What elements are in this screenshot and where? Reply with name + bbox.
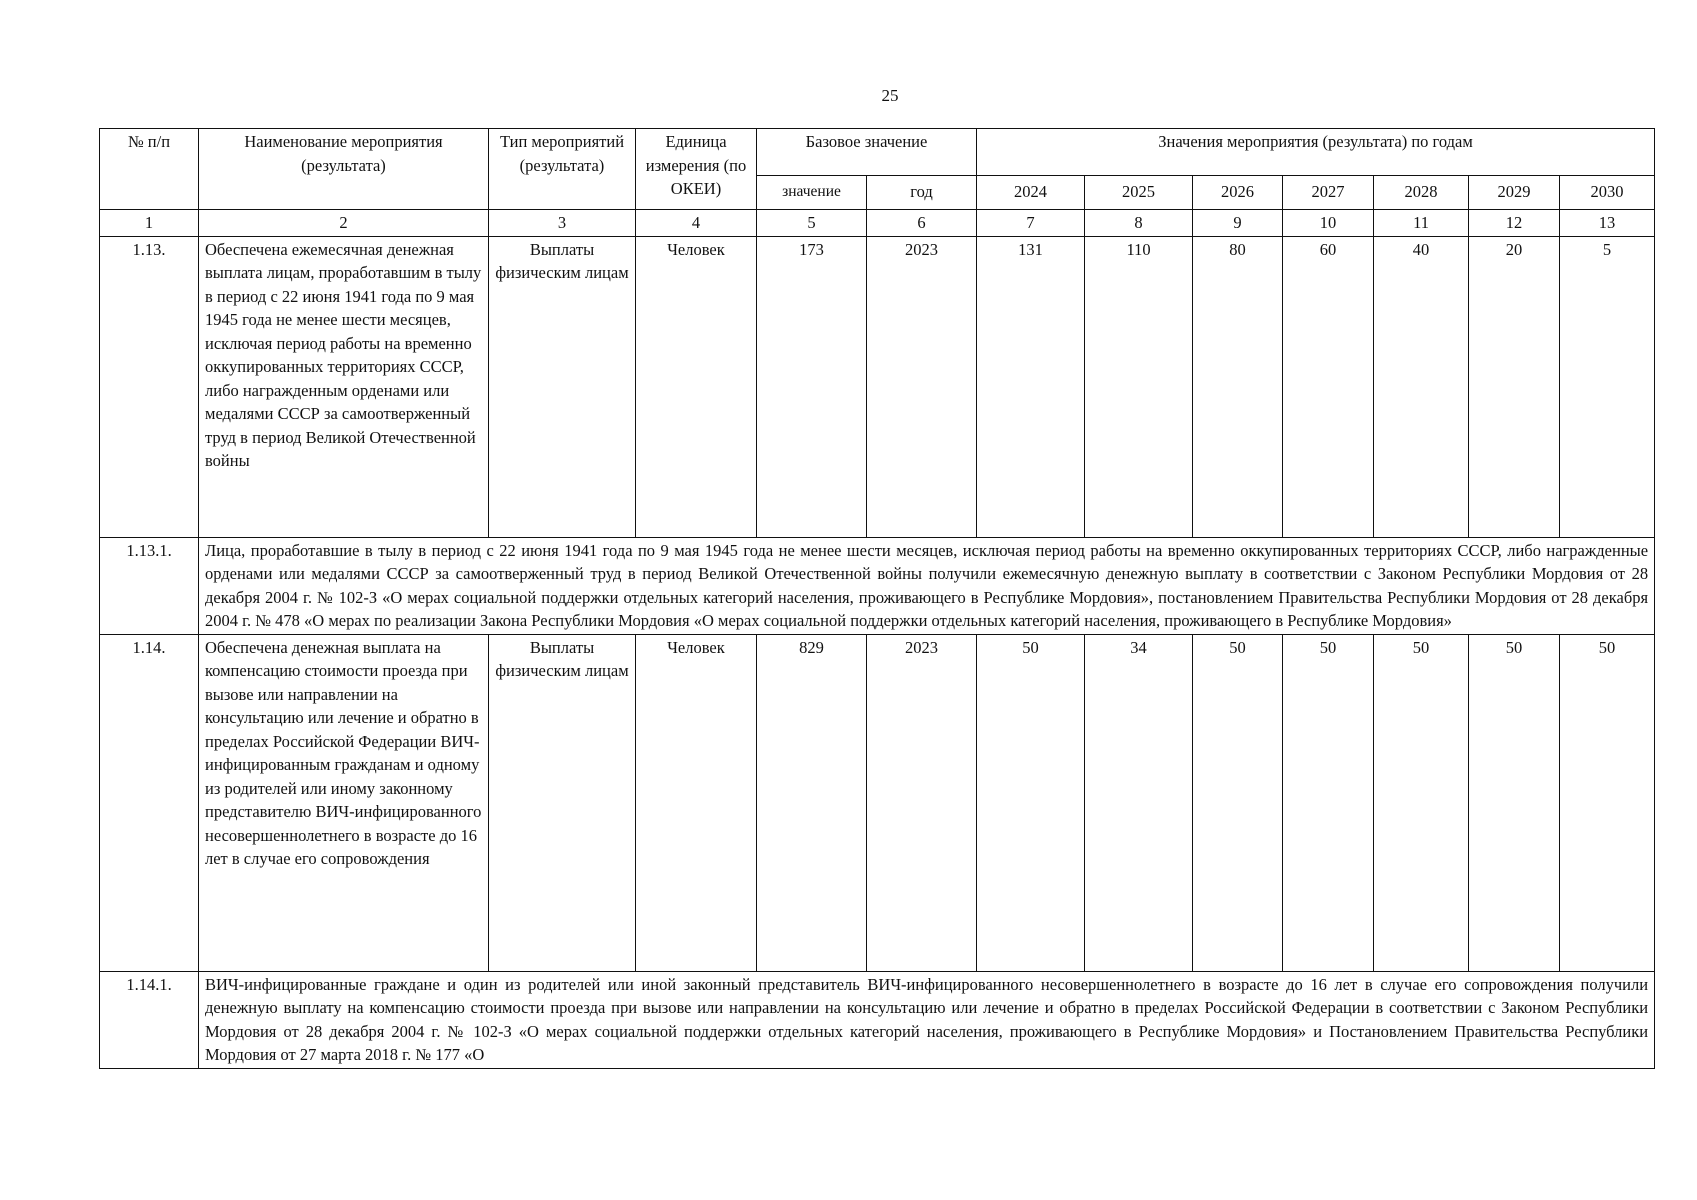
header-year-2025: 2025 (1085, 176, 1193, 210)
column-number: 5 (757, 210, 867, 237)
column-number: 10 (1283, 210, 1374, 237)
row-value-2025: 110 (1085, 236, 1193, 537)
row-value-2025: 34 (1085, 634, 1193, 971)
note-text: Лица, проработавшие в тылу в период с 22 июня 1941 года по 9 мая 1945 года не менее шести месяцев, исключая период работы на временно оккупированных территориях СССР, либо награжденные орденами или медалями СССР за самоотверженный труд в период Великой Отечественной войны получили ежемесячную денежную выплату в соответствии с Законом Республики Мордовия от 28 декабря 2004 г. № 102-З «О мерах социальной поддержки отдельных категорий населения, проживающего в Республике Мордовия», постановлением Правительства Республики Мордовия от 28 декабря 2004 г. № 478 «О мерах по реализации Закона Республики Мордовия «О мерах социальной поддержки отдельных категорий населения, проживающего в Республике Мордовия» (199, 537, 1655, 634)
row-base-year: 2023 (867, 236, 977, 537)
column-number: 4 (636, 210, 757, 237)
row-value-2027: 60 (1283, 236, 1374, 537)
row-unit: Человек (636, 634, 757, 971)
column-numbers-row (100, 210, 1655, 237)
row-value-2027: 50 (1283, 634, 1374, 971)
header-base: Базовое значение (757, 129, 977, 176)
table-row (100, 634, 1655, 971)
row-value-2029: 20 (1469, 236, 1560, 537)
column-number: 3 (489, 210, 636, 237)
row-value-2026: 80 (1193, 236, 1283, 537)
row-base-value: 173 (757, 236, 867, 537)
header-row-1 (100, 129, 1655, 176)
note-row (100, 971, 1655, 1068)
row-value-2024: 50 (977, 634, 1085, 971)
row-value-2030: 5 (1560, 236, 1655, 537)
row-unit: Человек (636, 236, 757, 537)
header-years: Значения мероприятия (результата) по годам (977, 129, 1655, 176)
row-value-2029: 50 (1469, 634, 1560, 971)
note-num: 1.14.1. (100, 971, 199, 1068)
header-year-2030: 2030 (1560, 176, 1655, 210)
row-name: Обеспечена денежная выплата на компенсацию стоимости проезда при вызове или направлении на консультацию или лечение и обратно в пределах Российской Федерации ВИЧ-инфицированным гражданам и одному из родителей или иному законному представителю ВИЧ-инфицированного несовершеннолетнего в возрасте до 16 лет в случае его сопровождения (199, 634, 489, 971)
header-year-2029: 2029 (1469, 176, 1560, 210)
column-number: 9 (1193, 210, 1283, 237)
row-value-2028: 40 (1374, 236, 1469, 537)
column-number: 13 (1560, 210, 1655, 237)
row-base-year: 2023 (867, 634, 977, 971)
row-type: Выплаты физическим лицам (489, 236, 636, 537)
table-row (100, 236, 1655, 537)
column-number: 7 (977, 210, 1085, 237)
header-base-year: год (867, 176, 977, 210)
header-base-value: значение (757, 176, 867, 210)
row-value-2028: 50 (1374, 634, 1469, 971)
row-type: Выплаты физическим лицам (489, 634, 636, 971)
page-number: 25 (881, 86, 899, 105)
column-number: 8 (1085, 210, 1193, 237)
column-number: 2 (199, 210, 489, 237)
column-number: 11 (1374, 210, 1469, 237)
row-num: 1.13. (100, 236, 199, 537)
header-unit: Единица измерения (по ОКЕИ) (636, 129, 757, 210)
column-number: 1 (100, 210, 199, 237)
header-type: Тип мероприятий (результата) (489, 129, 636, 210)
header-name: Наименование мероприятия (результата) (199, 129, 489, 210)
header-num: № п/п (100, 129, 199, 210)
header-year-2027: 2027 (1283, 176, 1374, 210)
row-value-2026: 50 (1193, 634, 1283, 971)
row-name: Обеспечена ежемесячная денежная выплата лицам, проработавшим в тылу в период с 22 июня 1941 года по 9 мая 1945 года не менее шести месяцев, исключая период работы на временно оккупированных территориях СССР, либо награжденным орденами или медалями СССР за самоотверженный труд в период Великой Отечественной войны (199, 236, 489, 537)
row-value-2024: 131 (977, 236, 1085, 537)
column-number: 12 (1469, 210, 1560, 237)
note-num: 1.13.1. (100, 537, 199, 634)
header-year-2026: 2026 (1193, 176, 1283, 210)
row-value-2030: 50 (1560, 634, 1655, 971)
header-year-2028: 2028 (1374, 176, 1469, 210)
measures-table (99, 128, 1655, 1069)
row-base-value: 829 (757, 634, 867, 971)
row-num: 1.14. (100, 634, 199, 971)
note-text: ВИЧ-инфицированные граждане и один из родителей или иной законный представитель ВИЧ-инфицированного несовершеннолетнего в возрасте до 16 лет в случае его сопровождения получили денежную выплату на компенсацию стоимости проезда при вызове или направлении на консультацию или лечение и обратно в пределах Российской Федерации в соответствии с Законом Республики Мордовия от 28 декабря 2004 г. № 102-З «О мерах социальной поддержки отдельных категорий населения, проживающего в Республике Мордовия» и Постановлением Правительства Республики Мордовия от 27 марта 2018 г. № 177 «О (199, 971, 1655, 1068)
column-number: 6 (867, 210, 977, 237)
note-row (100, 537, 1655, 634)
header-year-2024: 2024 (977, 176, 1085, 210)
